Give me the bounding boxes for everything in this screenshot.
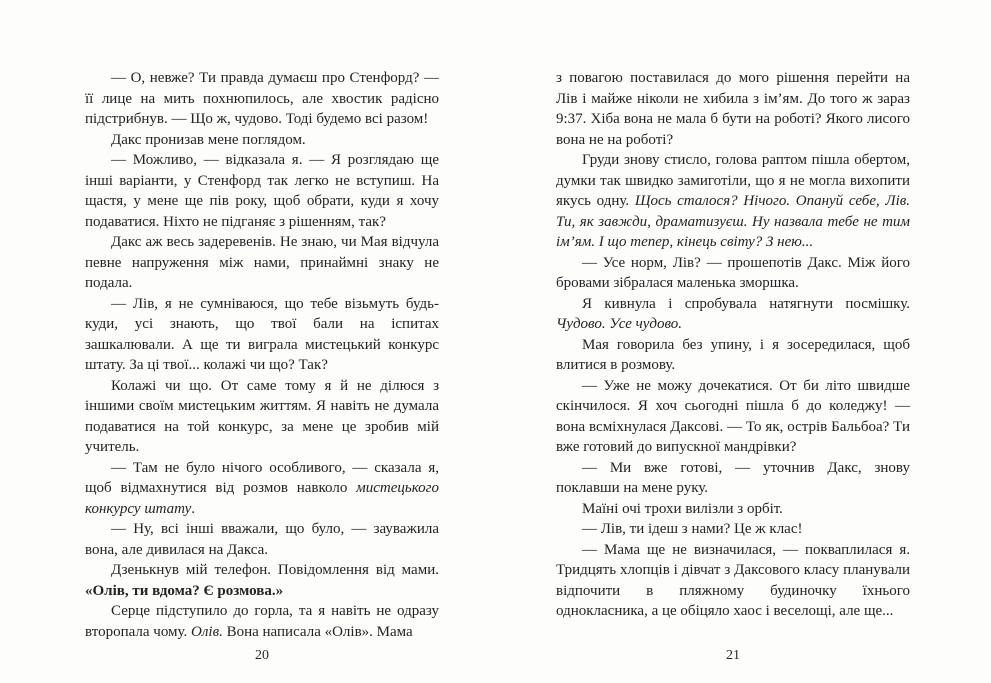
paragraph: Мая говорила без упину, і я зосередилася, щоб влитися в розмову. (556, 336, 910, 373)
paragraph: — Усе норм, Лів? — прошепотів Дакс. Між його бровами зібралася маленька зморшка. (556, 254, 910, 291)
paragraph: — Можливо, — відказала я. — Я розглядаю ще інші варіанти, у Стенфорд так легко не вступиш. На щастя, у мене ще пів року, щоб обрати, куди я хочу подаватися. Ніхто не підганяє з рішенням, так? (85, 152, 439, 230)
page-right (556, 68, 910, 668)
paragraph: Серце підступило до горла, та я навіть не одразу второпала чому. Олів. Вона написала «Олів». Мама (85, 603, 439, 640)
paragraph: — Там не було нічого особливого, — сказала я, щоб відмахнутися від розмов навколо мистецького конкурсу штату. (85, 459, 439, 517)
page-number-right: 21 (726, 648, 740, 663)
paragraph: — Лів, ти ідеш з нами? Це ж клас! (582, 521, 803, 537)
paragraph: — О, невже? Ти правда думаєш про Стенфорд? — її лице на мить похнюпилось, але хвостик радісно підстрибнув. — Що ж, чудово. Тоді будемо всі разом! (85, 70, 439, 127)
page-left (85, 68, 439, 668)
paragraph: — Мама ще не визначилася, — покваплилася я. Тридцять хлопців і дівчат з Даксового класу планували відпочити в пляжному будиночку їхнього однокласника, а це обіцяло хаос і веселощі, але ще... (556, 541, 910, 619)
paragraph: з повагою поставилася до мого рішення перейти на Лів і майже ніколи не хибила з ім’ям. До того ж зараз 9:37. Хіба вона не мала б бути на роботі? Якого лисого вона не на роботі? (556, 70, 910, 148)
paragraph: Дакс пронизав мене поглядом. (111, 131, 306, 148)
paragraph: Дакс аж весь задеревенів. Не знаю, чи Мая відчула певне напруження між нами, принаймні знаку не подала. (85, 234, 439, 291)
page-text-left (85, 68, 439, 642)
page-text-right (556, 68, 910, 622)
paragraph: — Ми вже готові, — уточнив Дакс, знову поклавши на мене руку. (556, 459, 910, 496)
paragraph: — Ну, всі інші вважали, що було, — зауважила вона, але дивилася на Дакса. (85, 521, 439, 558)
paragraph: Дзенькнув мій телефон. Повідомлення від мами. «Олів, ти вдома? Є розмова.» (85, 562, 439, 599)
page-number-left: 20 (255, 648, 269, 663)
paragraph: Колажі чи що. От саме тому я й не ділюся з іншими своїм мистецьким життям. Я навіть не думала подаватися на той конкурс, за мене це зробив мій учитель. (85, 377, 439, 455)
paragraph: — Лів, я не сумніваюся, що тебе візьмуть будь-куди, усі знають, що твої бали на іспитах зашкалювали. А ще ти виграла мистецький конкурс штату. За ці твої... колажі чи що? Так? (85, 295, 439, 373)
paragraph: Маїні очі трохи вилізли з орбіт. (582, 500, 783, 517)
paragraph: Груди знову стисло, голова раптом пішла обертом, думки так швидко замиготіли, що я не могла вихопити якусь одну. Щось сталося? Нічого. Опануй себе, Лів. Ти, як завжди, драматизуєш. Ну назвала тебе не тим ім’ям. І що тепер, кінець світу? З нею... (556, 152, 910, 250)
paragraph: Я кивнула і спробувала натягнути посмішку. Чудово. Усе чудово. (556, 295, 910, 332)
paragraph: — Уже не можу дочекатися. От би літо швидше скінчилося. Я хоч сьогодні пішла б до коледжу! — вона всміхнулася Даксові. — То як, острів Бальбоа? Ти вже готовий до випускної мандрівки? (556, 377, 910, 455)
